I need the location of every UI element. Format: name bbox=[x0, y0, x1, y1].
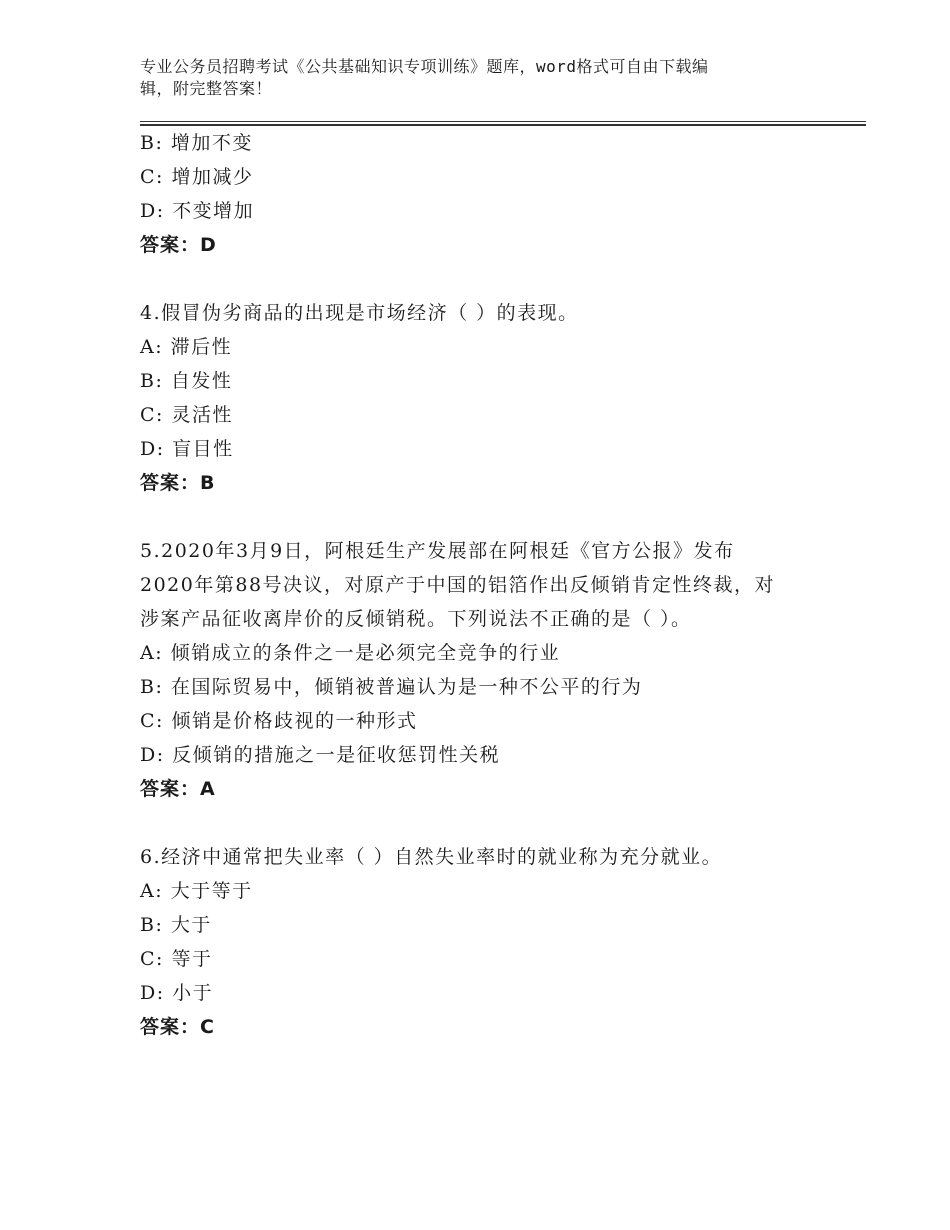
q4-question: 4.假冒伪劣商品的出现是市场经济（ ）的表现。 bbox=[140, 302, 579, 324]
q4-option-c: C: 灵活性 bbox=[140, 404, 233, 426]
question-5 bbox=[140, 534, 840, 806]
q5-question-line-3: 涉案产品征收离岸价的反倾销税。下列说法不正确的是（ ）。 bbox=[140, 608, 692, 630]
spacer bbox=[140, 262, 840, 296]
header-rule-thin bbox=[140, 121, 866, 122]
header-line-2: 辑，附完整答案！ bbox=[140, 79, 273, 98]
q5-question-line-2: 2020年第88号决议，对原产于中国的铝箔作出反倾销肯定性终裁，对 bbox=[140, 574, 776, 596]
q5-answer: 答案：A bbox=[140, 778, 216, 800]
q3-option-b: B: 增加不变 bbox=[140, 132, 253, 154]
question-list bbox=[140, 126, 840, 1044]
page-header bbox=[140, 56, 800, 100]
q6-option-c: C: 等于 bbox=[140, 948, 213, 970]
question-6 bbox=[140, 840, 840, 1044]
q6-answer: 答案：C bbox=[140, 1016, 215, 1038]
q3-option-d: D: 不变增加 bbox=[140, 200, 255, 222]
spacer bbox=[140, 500, 840, 534]
q6-option-d: D: 小于 bbox=[140, 982, 214, 1004]
q4-option-b: B: 自发性 bbox=[140, 370, 233, 392]
q5-option-c: C: 倾销是价格歧视的一种形式 bbox=[140, 710, 418, 732]
q5-question-line-1: 5.2020年3月9日，阿根廷生产发展部在阿根廷《官方公报》发布 bbox=[140, 540, 735, 562]
q5-option-b: B: 在国际贸易中，倾销被普遍认为是一种不公平的行为 bbox=[140, 676, 643, 698]
question-3 bbox=[140, 126, 840, 262]
q4-option-a: A: 滞后性 bbox=[140, 336, 233, 358]
q6-option-b: B: 大于 bbox=[140, 914, 212, 936]
q5-option-a: A: 倾销成立的条件之一是必须完全竞争的行业 bbox=[140, 642, 561, 664]
q5-option-d: D: 反倾销的措施之一是征收惩罚性关税 bbox=[140, 744, 501, 766]
q3-option-c: C: 增加减少 bbox=[140, 166, 254, 188]
q3-answer: 答案：D bbox=[140, 234, 217, 256]
q4-answer: 答案：B bbox=[140, 472, 216, 494]
spacer bbox=[140, 806, 840, 840]
header-line-1: 专业公务员招聘考试《公共基础知识专项训练》题库，word格式可自由下载编 bbox=[140, 57, 709, 76]
question-4 bbox=[140, 296, 840, 500]
q4-option-d: D: 盲目性 bbox=[140, 438, 234, 460]
q6-option-a: A: 大于等于 bbox=[140, 880, 253, 902]
q6-question: 6.经济中通常把失业率（ ）自然失业率时的就业称为充分就业。 bbox=[140, 846, 723, 868]
